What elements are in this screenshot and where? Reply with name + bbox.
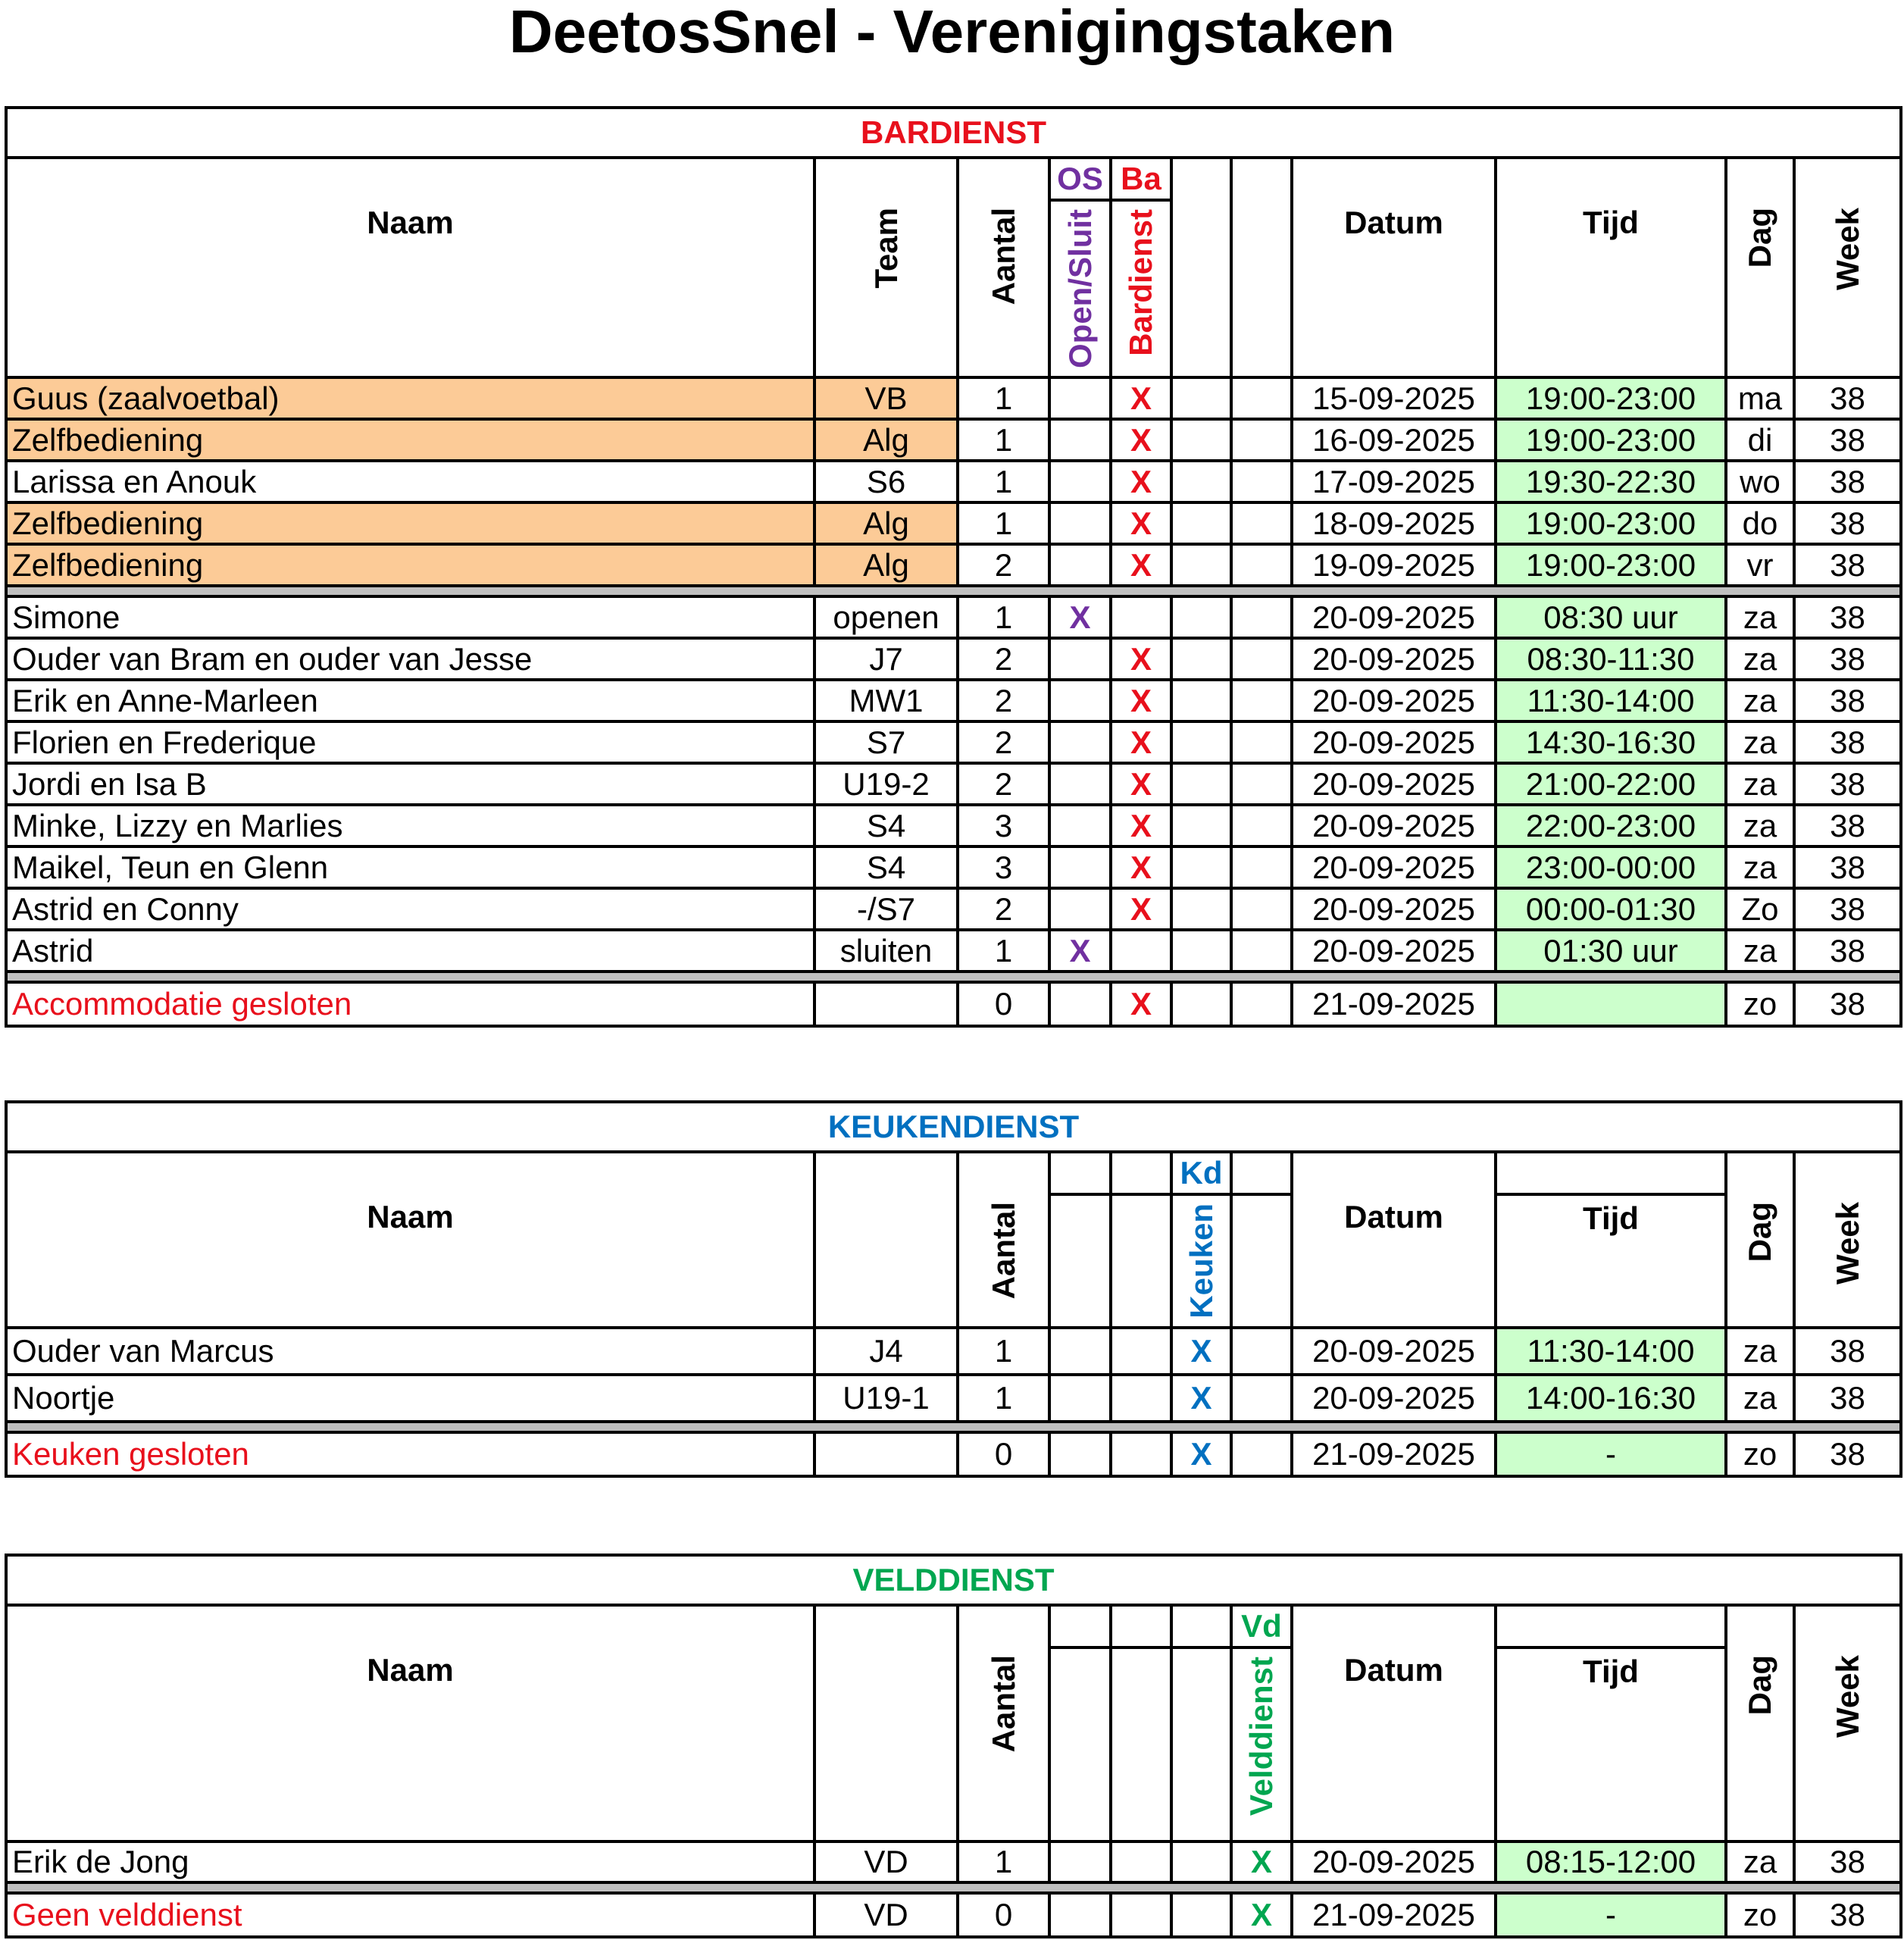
cell-naam: Astrid: [6, 930, 814, 972]
cell-dag: za: [1726, 680, 1794, 721]
closing-team: [814, 982, 958, 1026]
velddienst-table: [5, 1554, 1902, 1938]
cell-tijd: 08:30 uur: [1496, 596, 1726, 638]
cell-open-sluit: X: [1049, 596, 1111, 638]
cell-week: 38: [1794, 1328, 1901, 1375]
header-aantal: Aantal: [958, 1647, 1049, 1841]
cell-team: MW1: [814, 680, 958, 721]
cell-aantal: 1: [958, 419, 1049, 461]
cell-naam: Florien en Frederique: [6, 721, 814, 763]
cell-naam: Erik de Jong: [6, 1841, 814, 1882]
cell-tijd: 19:00-23:00: [1496, 544, 1726, 586]
cell-week: 38: [1794, 805, 1901, 846]
closing-naam: Geen velddienst: [6, 1893, 814, 1937]
cell-bardienst: X: [1111, 680, 1171, 721]
cell-aantal: 2: [958, 888, 1049, 930]
table-row: [6, 638, 1901, 680]
bardienst-code: Ba: [1111, 158, 1171, 200]
cell-dag: vr: [1726, 544, 1794, 586]
table-row: [6, 763, 1901, 805]
cell-dag: di: [1726, 419, 1794, 461]
cell-datum: 20-09-2025: [1292, 930, 1496, 972]
cell-aantal: 2: [958, 763, 1049, 805]
cell-week: 38: [1794, 419, 1901, 461]
header-week: Week: [1794, 200, 1901, 377]
closing-tijd: -: [1496, 1893, 1726, 1937]
cell-aantal: 1: [958, 1375, 1049, 1422]
cell-dag: za: [1726, 596, 1794, 638]
cell-team: J4: [814, 1328, 958, 1375]
cell-naam: Noortje: [6, 1375, 814, 1422]
cell-aantal: 1: [958, 596, 1049, 638]
cell-datum: 20-09-2025: [1292, 721, 1496, 763]
cell-bardienst: X: [1111, 377, 1171, 419]
cell-dag: za: [1726, 721, 1794, 763]
cell-naam: Guus (zaalvoetbal): [6, 377, 814, 419]
cell-week: 38: [1794, 544, 1901, 586]
closing-vd: X: [1231, 1893, 1292, 1937]
cell-team: openen: [814, 596, 958, 638]
cell-week: 38: [1794, 461, 1901, 502]
cell-datum: 20-09-2025: [1292, 1328, 1496, 1375]
velddienst-title: VELDDIENST: [6, 1555, 1901, 1605]
table-row: [6, 502, 1901, 544]
cell-aantal: 3: [958, 846, 1049, 888]
cell-datum: 20-09-2025: [1292, 638, 1496, 680]
keukendienst-title: KEUKENDIENST: [6, 1102, 1901, 1152]
header-week: Week: [1794, 1647, 1901, 1841]
table-row: [6, 461, 1901, 502]
cell-tijd: 19:00-23:00: [1496, 377, 1726, 419]
header-tijd: Tijd: [1496, 1194, 1726, 1328]
header-dag: Dag: [1726, 200, 1794, 377]
cell-team: U19-2: [814, 763, 958, 805]
header-open-sluit: Open/Sluit: [1049, 200, 1111, 377]
cell-dag: za: [1726, 1375, 1794, 1422]
cell-team: Alg: [814, 419, 958, 461]
cell-tijd: 14:00-16:30: [1496, 1375, 1726, 1422]
cell-naam: Zelfbediening: [6, 544, 814, 586]
cell-dag: za: [1726, 638, 1794, 680]
cell-aantal: 2: [958, 638, 1049, 680]
cell-tijd: 08:30-11:30: [1496, 638, 1726, 680]
cell-bardienst: X: [1111, 638, 1171, 680]
cell-bardienst: X: [1111, 888, 1171, 930]
closing-aantal: 0: [958, 982, 1049, 1026]
cell-tijd: 00:00-01:30: [1496, 888, 1726, 930]
cell-naam: Zelfbediening: [6, 419, 814, 461]
cell-bardienst: [1111, 596, 1171, 638]
cell-dag: za: [1726, 1841, 1794, 1882]
cell-open-sluit: [1049, 680, 1111, 721]
cell-team: -/S7: [814, 888, 958, 930]
cell-open-sluit: [1049, 638, 1111, 680]
closing-kd: X: [1171, 1432, 1231, 1476]
cell-dag: ma: [1726, 377, 1794, 419]
cell-naam: Maikel, Teun en Glenn: [6, 846, 814, 888]
cell-team: Alg: [814, 544, 958, 586]
cell-tijd: 21:00-22:00: [1496, 763, 1726, 805]
cell-tijd: 19:00-23:00: [1496, 502, 1726, 544]
table-row: [6, 544, 1901, 586]
cell-naam: Erik en Anne-Marleen: [6, 680, 814, 721]
cell-week: 38: [1794, 1841, 1901, 1882]
header-naam: Naam: [6, 200, 814, 377]
cell-datum: 15-09-2025: [1292, 377, 1496, 419]
cell-tijd: 14:30-16:30: [1496, 721, 1726, 763]
closing-datum: 21-09-2025: [1292, 1893, 1496, 1937]
header-bardienst: Bardienst: [1111, 200, 1171, 377]
cell-tijd: 11:30-14:00: [1496, 680, 1726, 721]
cell-open-sluit: [1049, 805, 1111, 846]
header-naam: Naam: [6, 1194, 814, 1328]
cell-tijd: 08:15-12:00: [1496, 1841, 1726, 1882]
cell-open-sluit: [1049, 846, 1111, 888]
header-tijd: Tijd: [1496, 1647, 1726, 1841]
cell-week: 38: [1794, 377, 1901, 419]
keuken-closing-row: [6, 1432, 1901, 1476]
cell-dag: Zo: [1726, 888, 1794, 930]
cell-week: 38: [1794, 930, 1901, 972]
keuken-code: Kd: [1171, 1152, 1231, 1194]
cell-open-sluit: [1049, 763, 1111, 805]
cell-dag: za: [1726, 763, 1794, 805]
cell-aantal: 2: [958, 544, 1049, 586]
cell-keuken: X: [1171, 1328, 1231, 1375]
cell-open-sluit: [1049, 377, 1111, 419]
cell-datum: 20-09-2025: [1292, 1375, 1496, 1422]
cell-open-sluit: [1049, 419, 1111, 461]
table-row: [6, 1328, 1901, 1375]
bardienst-closing-row: [6, 982, 1901, 1026]
cell-naam: Astrid en Conny: [6, 888, 814, 930]
page-title: DeetosSnel - Verenigingstaken: [508, 0, 1396, 65]
cell-dag: za: [1726, 805, 1794, 846]
cell-dag: za: [1726, 846, 1794, 888]
cell-aantal: 1: [958, 502, 1049, 544]
cell-week: 38: [1794, 680, 1901, 721]
cell-dag: do: [1726, 502, 1794, 544]
cell-open-sluit: [1049, 461, 1111, 502]
cell-naam: Zelfbediening: [6, 502, 814, 544]
header-dag: Dag: [1726, 1647, 1794, 1841]
closing-tijd: -: [1496, 1432, 1726, 1476]
cell-naam: Minke, Lizzy en Marlies: [6, 805, 814, 846]
closing-week: 38: [1794, 982, 1901, 1026]
table-row: [6, 1375, 1901, 1422]
cell-aantal: 1: [958, 1328, 1049, 1375]
cell-bardienst: X: [1111, 805, 1171, 846]
closing-week: 38: [1794, 1893, 1901, 1937]
closing-datum: 21-09-2025: [1292, 1432, 1496, 1476]
cell-open-sluit: [1049, 544, 1111, 586]
closing-tijd: [1496, 982, 1726, 1026]
cell-datum: 16-09-2025: [1292, 419, 1496, 461]
header-dag: Dag: [1726, 1194, 1794, 1328]
closing-naam: Accommodatie gesloten: [6, 982, 814, 1026]
table-row: [6, 680, 1901, 721]
cell-week: 38: [1794, 763, 1901, 805]
cell-bardienst: X: [1111, 461, 1171, 502]
cell-team: VD: [814, 1841, 958, 1882]
cell-team: VB: [814, 377, 958, 419]
cell-tijd: 19:30-22:30: [1496, 461, 1726, 502]
header-aantal: Aantal: [958, 200, 1049, 377]
cell-datum: 20-09-2025: [1292, 846, 1496, 888]
cell-velddienst: X: [1231, 1841, 1292, 1882]
closing-team: [814, 1432, 958, 1476]
cell-dag: za: [1726, 930, 1794, 972]
cell-tijd: 19:00-23:00: [1496, 419, 1726, 461]
closing-team: VD: [814, 1893, 958, 1937]
cell-tijd: 11:30-14:00: [1496, 1328, 1726, 1375]
cell-naam: Larissa en Anouk: [6, 461, 814, 502]
cell-datum: 20-09-2025: [1292, 888, 1496, 930]
cell-naam: Jordi en Isa B: [6, 763, 814, 805]
closing-dag: zo: [1726, 1432, 1794, 1476]
cell-datum: 20-09-2025: [1292, 763, 1496, 805]
header-tijd: Tijd: [1496, 200, 1726, 377]
table-row: [6, 721, 1901, 763]
header-datum: Datum: [1292, 200, 1496, 377]
cell-aantal: 2: [958, 721, 1049, 763]
header-aantal: Aantal: [958, 1194, 1049, 1328]
cell-week: 38: [1794, 596, 1901, 638]
table-row: [6, 419, 1901, 461]
table-row: [6, 930, 1901, 972]
cell-dag: wo: [1726, 461, 1794, 502]
cell-bardienst: X: [1111, 544, 1171, 586]
cell-datum: 20-09-2025: [1292, 596, 1496, 638]
cell-bardienst: X: [1111, 419, 1171, 461]
cell-team: S4: [814, 846, 958, 888]
cell-aantal: 1: [958, 377, 1049, 419]
cell-bardienst: [1111, 930, 1171, 972]
header-naam: Naam: [6, 1647, 814, 1841]
closing-dag: zo: [1726, 982, 1794, 1026]
closing-week: 38: [1794, 1432, 1901, 1476]
cell-team: S7: [814, 721, 958, 763]
cell-week: 38: [1794, 1375, 1901, 1422]
cell-aantal: 3: [958, 805, 1049, 846]
closing-aantal: 0: [958, 1893, 1049, 1937]
cell-bardienst: X: [1111, 846, 1171, 888]
open-sluit-code: OS: [1049, 158, 1111, 200]
closing-dag: zo: [1726, 1893, 1794, 1937]
cell-week: 38: [1794, 888, 1901, 930]
cell-datum: 19-09-2025: [1292, 544, 1496, 586]
cell-bardienst: X: [1111, 721, 1171, 763]
closing-naam: Keuken gesloten: [6, 1432, 814, 1476]
closing-ba: X: [1111, 982, 1171, 1026]
bardienst-title: BARDIENST: [6, 108, 1901, 158]
cell-week: 38: [1794, 721, 1901, 763]
cell-dag: za: [1726, 1328, 1794, 1375]
header-datum: Datum: [1292, 1194, 1496, 1328]
cell-aantal: 1: [958, 930, 1049, 972]
header-week: Week: [1794, 1194, 1901, 1328]
header-keuken: Keuken: [1171, 1194, 1231, 1328]
closing-aantal: 0: [958, 1432, 1049, 1476]
cell-aantal: 1: [958, 461, 1049, 502]
cell-team: S6: [814, 461, 958, 502]
cell-week: 38: [1794, 638, 1901, 680]
closing-datum: 21-09-2025: [1292, 982, 1496, 1026]
bardienst-table: [5, 106, 1902, 1028]
header-velddienst: Velddienst: [1231, 1647, 1292, 1841]
cell-open-sluit: X: [1049, 930, 1111, 972]
cell-team: S4: [814, 805, 958, 846]
keukendienst-table: [5, 1100, 1902, 1478]
cell-datum: 17-09-2025: [1292, 461, 1496, 502]
header-team: Team: [814, 200, 958, 377]
cell-bardienst: X: [1111, 502, 1171, 544]
table-row: [6, 1841, 1901, 1882]
table-row: [6, 596, 1901, 638]
cell-naam: Simone: [6, 596, 814, 638]
cell-tijd: 23:00-00:00: [1496, 846, 1726, 888]
cell-datum: 18-09-2025: [1292, 502, 1496, 544]
table-row: [6, 888, 1901, 930]
table-row: [6, 377, 1901, 419]
cell-team: sluiten: [814, 930, 958, 972]
cell-datum: 20-09-2025: [1292, 680, 1496, 721]
table-row: [6, 805, 1901, 846]
cell-naam: Ouder van Marcus: [6, 1328, 814, 1375]
cell-aantal: 2: [958, 680, 1049, 721]
cell-naam: Ouder van Bram en ouder van Jesse: [6, 638, 814, 680]
veld-closing-row: [6, 1893, 1901, 1937]
cell-open-sluit: [1049, 888, 1111, 930]
cell-bardienst: X: [1111, 763, 1171, 805]
cell-aantal: 1: [958, 1841, 1049, 1882]
cell-tijd: 01:30 uur: [1496, 930, 1726, 972]
cell-datum: 20-09-2025: [1292, 805, 1496, 846]
cell-week: 38: [1794, 846, 1901, 888]
cell-team: J7: [814, 638, 958, 680]
header-datum: Datum: [1292, 1647, 1496, 1841]
cell-datum: 20-09-2025: [1292, 1841, 1496, 1882]
cell-team: U19-1: [814, 1375, 958, 1422]
table-row: [6, 846, 1901, 888]
cell-week: 38: [1794, 502, 1901, 544]
cell-open-sluit: [1049, 502, 1111, 544]
cell-keuken: X: [1171, 1375, 1231, 1422]
velddienst-code: Vd: [1231, 1605, 1292, 1647]
cell-open-sluit: [1049, 721, 1111, 763]
cell-tijd: 22:00-23:00: [1496, 805, 1726, 846]
cell-team: Alg: [814, 502, 958, 544]
